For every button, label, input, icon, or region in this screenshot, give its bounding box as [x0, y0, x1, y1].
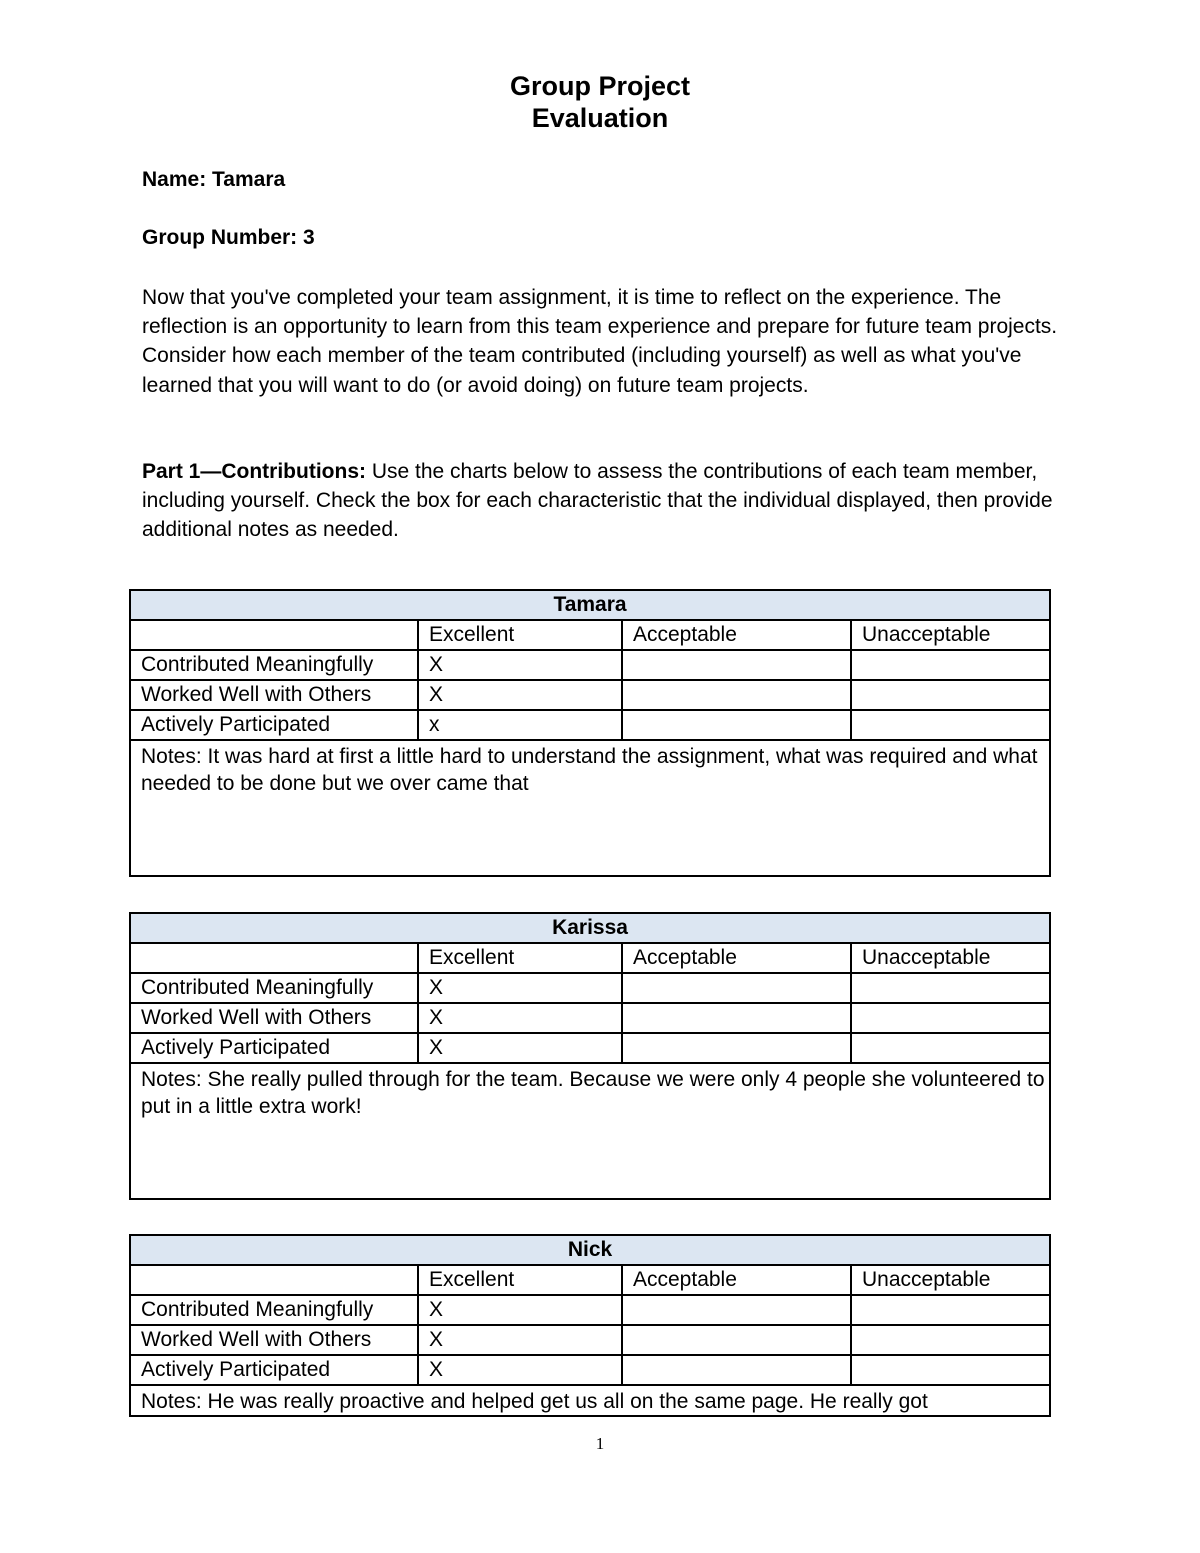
criterion-label: Contributed Meaningfully: [130, 1295, 418, 1325]
column-unacceptable: Unacceptable: [851, 1265, 1050, 1295]
excellent-cell[interactable]: X: [418, 1295, 622, 1325]
excellent-cell[interactable]: X: [418, 1033, 622, 1063]
notes-cell[interactable]: Notes: It was hard at first a little hard to understand the assignment, what was required and what needed to be done but we over came that: [130, 740, 1050, 876]
member-name: Karissa: [130, 913, 1050, 943]
acceptable-cell[interactable]: [622, 1355, 851, 1385]
column-header-row: [130, 620, 1050, 650]
evaluation-table-tamara: [129, 589, 1051, 877]
group-number-field: Group Number: 3: [142, 226, 315, 249]
table-row: [130, 650, 1050, 680]
excellent-cell[interactable]: X: [418, 1325, 622, 1355]
column-acceptable: Acceptable: [622, 943, 851, 973]
criterion-label: Actively Participated: [130, 710, 418, 740]
intro-paragraph: Now that you've completed your team assignment, it is time to reflect on the experience. The reflection is an opportunity to learn from this team experience and prepare for future team projects. Consider how each member of the team contributed (including yourself) as well as what you've learned that you will want to do (or avoid doing) on future team projects.: [142, 286, 1058, 397]
acceptable-cell[interactable]: [622, 650, 851, 680]
evaluation-table-karissa: [129, 912, 1051, 1200]
column-header-row: [130, 943, 1050, 973]
table-row: [130, 1325, 1050, 1355]
empty-header-cell: [130, 943, 418, 973]
column-excellent: Excellent: [418, 620, 622, 650]
table-row: [130, 1355, 1050, 1385]
title-line-1: Group Project: [509, 71, 691, 101]
table-row: [130, 710, 1050, 740]
table-row: [130, 1003, 1050, 1033]
criterion-label: Contributed Meaningfully: [130, 650, 418, 680]
unacceptable-cell[interactable]: [851, 1003, 1050, 1033]
unacceptable-cell[interactable]: [851, 1325, 1050, 1355]
excellent-cell[interactable]: X: [418, 680, 622, 710]
unacceptable-cell[interactable]: [851, 710, 1050, 740]
excellent-cell[interactable]: X: [418, 973, 622, 1003]
excellent-cell[interactable]: X: [418, 1003, 622, 1033]
member-name: Tamara: [130, 590, 1050, 620]
column-unacceptable: Unacceptable: [851, 943, 1050, 973]
part1-paragraph: [142, 457, 1072, 545]
empty-header-cell: [130, 1265, 418, 1295]
unacceptable-cell[interactable]: [851, 1295, 1050, 1325]
column-header-row: [130, 1265, 1050, 1295]
unacceptable-cell[interactable]: [851, 1033, 1050, 1063]
column-excellent: Excellent: [418, 943, 622, 973]
criterion-label: Contributed Meaningfully: [130, 973, 418, 1003]
acceptable-cell[interactable]: [622, 680, 851, 710]
table-row: [130, 1295, 1050, 1325]
criterion-label: Worked Well with Others: [130, 1003, 418, 1033]
column-acceptable: Acceptable: [622, 1265, 851, 1295]
excellent-cell[interactable]: x: [418, 710, 622, 740]
table-row: [130, 680, 1050, 710]
unacceptable-cell[interactable]: [851, 650, 1050, 680]
table-row: [130, 1033, 1050, 1063]
acceptable-cell[interactable]: [622, 1033, 851, 1063]
unacceptable-cell[interactable]: [851, 973, 1050, 1003]
unacceptable-cell[interactable]: [851, 1355, 1050, 1385]
criterion-label: Actively Participated: [130, 1355, 418, 1385]
acceptable-cell[interactable]: [622, 1003, 851, 1033]
column-acceptable: Acceptable: [622, 620, 851, 650]
unacceptable-cell[interactable]: [851, 680, 1050, 710]
column-excellent: Excellent: [418, 1265, 622, 1295]
criterion-label: Actively Participated: [130, 1033, 418, 1063]
excellent-cell[interactable]: X: [418, 650, 622, 680]
part1-heading: Part 1—Contributions:: [142, 460, 366, 483]
page-number: 1: [595, 1434, 605, 1453]
acceptable-cell[interactable]: [622, 973, 851, 1003]
criterion-label: Worked Well with Others: [130, 1325, 418, 1355]
evaluation-table-nick: [129, 1234, 1051, 1417]
column-unacceptable: Unacceptable: [851, 620, 1050, 650]
notes-cell[interactable]: Notes: He was really proactive and helped get us all on the same page. He really got: [130, 1385, 1050, 1416]
criterion-label: Worked Well with Others: [130, 680, 418, 710]
acceptable-cell[interactable]: [622, 710, 851, 740]
document-title: [0, 70, 1200, 134]
acceptable-cell[interactable]: [622, 1295, 851, 1325]
acceptable-cell[interactable]: [622, 1325, 851, 1355]
name-field: Name: Tamara: [142, 168, 286, 191]
part1-text: Use the charts below to assess the contributions of each team member, including yourself. Check the box for each characteristic that the individual displayed, then provide additional notes as needed.: [142, 460, 1053, 542]
member-name: Nick: [130, 1235, 1050, 1265]
empty-header-cell: [130, 620, 418, 650]
table-row: [130, 973, 1050, 1003]
notes-cell[interactable]: Notes: She really pulled through for the team. Because we were only 4 people she volunteered to put in a little extra work!: [130, 1063, 1050, 1199]
title-line-2: Evaluation: [531, 103, 669, 133]
excellent-cell[interactable]: X: [418, 1355, 622, 1385]
